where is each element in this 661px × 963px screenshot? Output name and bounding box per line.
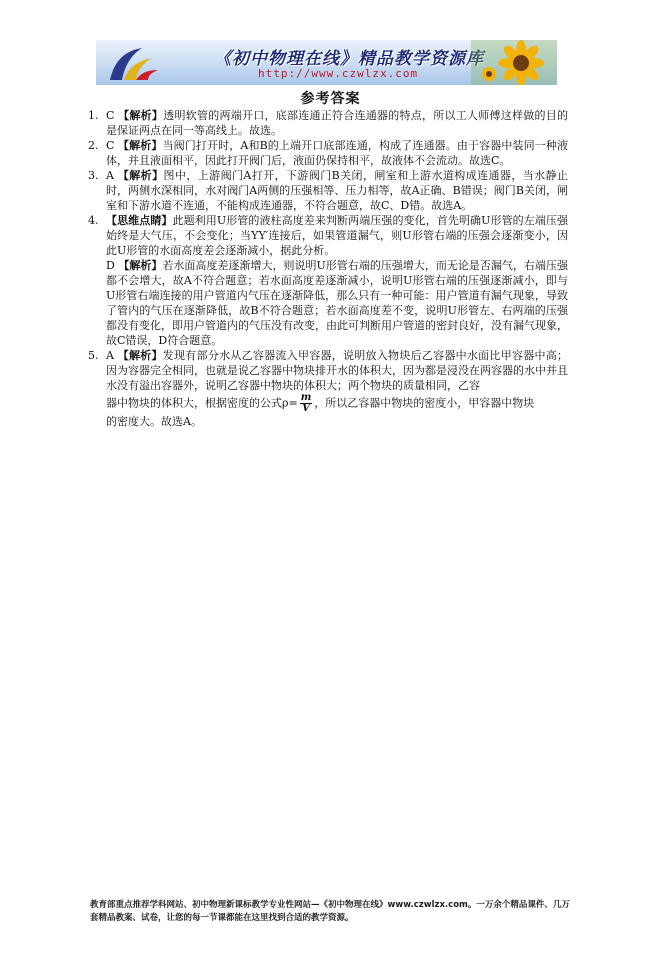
banner-title: 《初中物理在线》精品教学资源库 [214,49,484,69]
answer-text: 此题利用U形管的液柱高度差来判断两端压强的变化，首先明确U形管的左端压强始终是大气压，不会变化；当YY′连接后，如果管道漏气，则U形管右端的压强会逐渐变小，因此U形管的水面高度差会逐渐减小，据此分析。 [106,214,569,257]
answer-paragraph [106,168,568,213]
answer-paragraph [106,348,568,393]
header-banner [96,40,557,85]
answer-paragraph [106,258,568,348]
analysis-tag: 【解析】 [118,259,163,272]
answer-paragraph [106,414,568,429]
answer-item [88,138,568,168]
answer-list [88,108,568,429]
page-title: 参考答案 [300,91,361,107]
formula-denominator: V [302,403,310,414]
answer-item [88,213,568,348]
answer-choice: C [106,109,119,122]
answer-paragraph [106,108,568,138]
banner-url[interactable]: http://www.czwlzx.com [258,67,419,80]
sunflower-image [471,40,557,85]
formula-line [106,393,568,414]
formula-before-text: 器中物块的体积大，根据密度的公式ρ= [106,396,298,410]
answer-text: 的密度大。故选A。 [106,415,202,428]
formula-numerator: m [300,392,312,403]
analysis-tag: 【解析】 [117,349,163,362]
answer-paragraph [106,138,568,168]
answer-number: 4. [88,214,99,227]
answer-choice: C [106,139,119,152]
answer-paragraph [106,213,568,258]
thinking-tag: 【思维点睛】 [106,214,173,227]
analysis-tag: 【解析】 [118,109,164,122]
analysis-tag: 【解析】 [118,139,163,152]
answer-number: 2. [88,139,99,152]
answer-number: 3. [88,169,99,182]
answer-choice: A [106,169,118,182]
answer-choice: A [106,349,118,362]
density-formula [300,393,313,414]
brand-logo-icon [102,42,160,84]
answer-text: 当阀门打开时，A和B的上端开口底部连通，构成了连通器。由于容器中装同一种液体，并且液面相平，因此打开阀门后，液面仍保持相平，故液体不会流动。故选C。 [106,139,569,167]
answer-text: 图中，上游阀门A打开，下游阀门B关闭，闸室和上游水道构成连通器，当水静止时，两侧水深相同，水对阀门A两侧的压强相等、压力相等，故A正确、B错误；阀门B关闭，闸室和下游水道不连通，不能构成连通器，不符合题意，故C、D错。故选A。 [106,169,568,212]
answer-item [88,348,568,429]
answer-number: 5. [88,349,99,362]
formula-after-text: ，所以乙容器中物块的密度小，甲容器中物块 [314,396,535,410]
answer-item [88,168,568,213]
footer-note: 教育部重点推荐学科网站、初中物理新课标教学专业性网站—《初中物理在线》www.czwlzx.com。一万余个精品课件、几万套精品教案、试卷，让您的每一节课都能在这里找到合适的教学资源。 [90,900,570,923]
analysis-tag: 【解析】 [117,169,164,182]
answer-item [88,108,568,138]
answer-text: 若水面高度差逐渐增大，则说明U形管右端的压强增大，而无论是否漏气，右端压强都不会增大，故A不符合题意；若水面高度差逐渐减小，说明U形管右端的压强逐渐减小，即与U形管右端连接的用户管道内气压在逐渐降低，那么只有一种可能：用户管道有漏气现象，导致了管内的气压在逐渐降低，故B不符合题意；若水面高度差不变，说明U形管左、右两端的压强都没有变化，即用户管道内的气压没有改变，由此可判断用户管道的密封良好，没有漏气现象，故C错误，D符合题意。 [106,259,568,347]
answer-choice: D [106,259,119,272]
answer-text: 发现有部分水从乙容器流入甲容器，说明放入物块后乙容器中水面比甲容器中高；因为容器完全相同，也就是说乙容器中物块排开水的体积大，因为都是浸没在两容器的水中并且水没有溢出容器外，说明乙容器中物块的体积大；两个物块的质量相同，乙容 [106,349,569,392]
answer-number: 1. [88,109,99,122]
answer-text: 透明软管的两端开口，底部连通正符合连通器的特点，所以工人师傅这样做的目的是保证两点在同一等高线上。故选。 [106,109,569,137]
